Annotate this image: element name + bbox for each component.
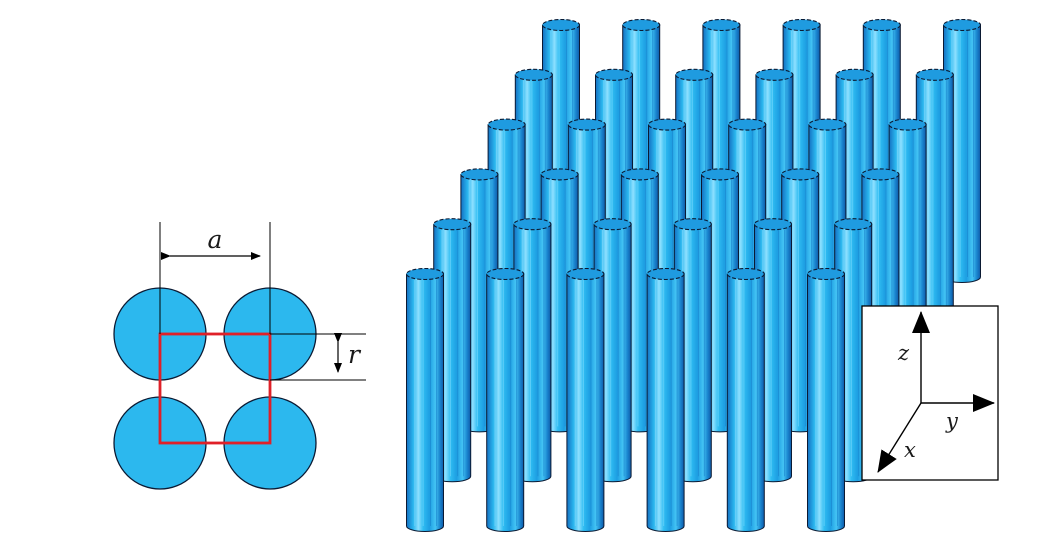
axes-inset-frame bbox=[862, 306, 998, 480]
rod-r6-c6 bbox=[808, 269, 845, 532]
axes-inset bbox=[862, 306, 998, 480]
z-axis-label: z bbox=[898, 341, 910, 365]
rod-r6-c4 bbox=[647, 269, 684, 532]
cross-section-diagram bbox=[114, 222, 366, 489]
radius-label: r bbox=[348, 340, 360, 369]
x-axis-label: x bbox=[904, 438, 916, 462]
rod-r6-c5 bbox=[727, 269, 764, 532]
lattice-constant-label: a bbox=[207, 225, 223, 254]
rod-r6-c1 bbox=[407, 269, 444, 532]
y-axis-label: y bbox=[946, 409, 958, 433]
rod-r6-c2 bbox=[487, 269, 524, 532]
rod-r6-c3 bbox=[567, 269, 604, 532]
